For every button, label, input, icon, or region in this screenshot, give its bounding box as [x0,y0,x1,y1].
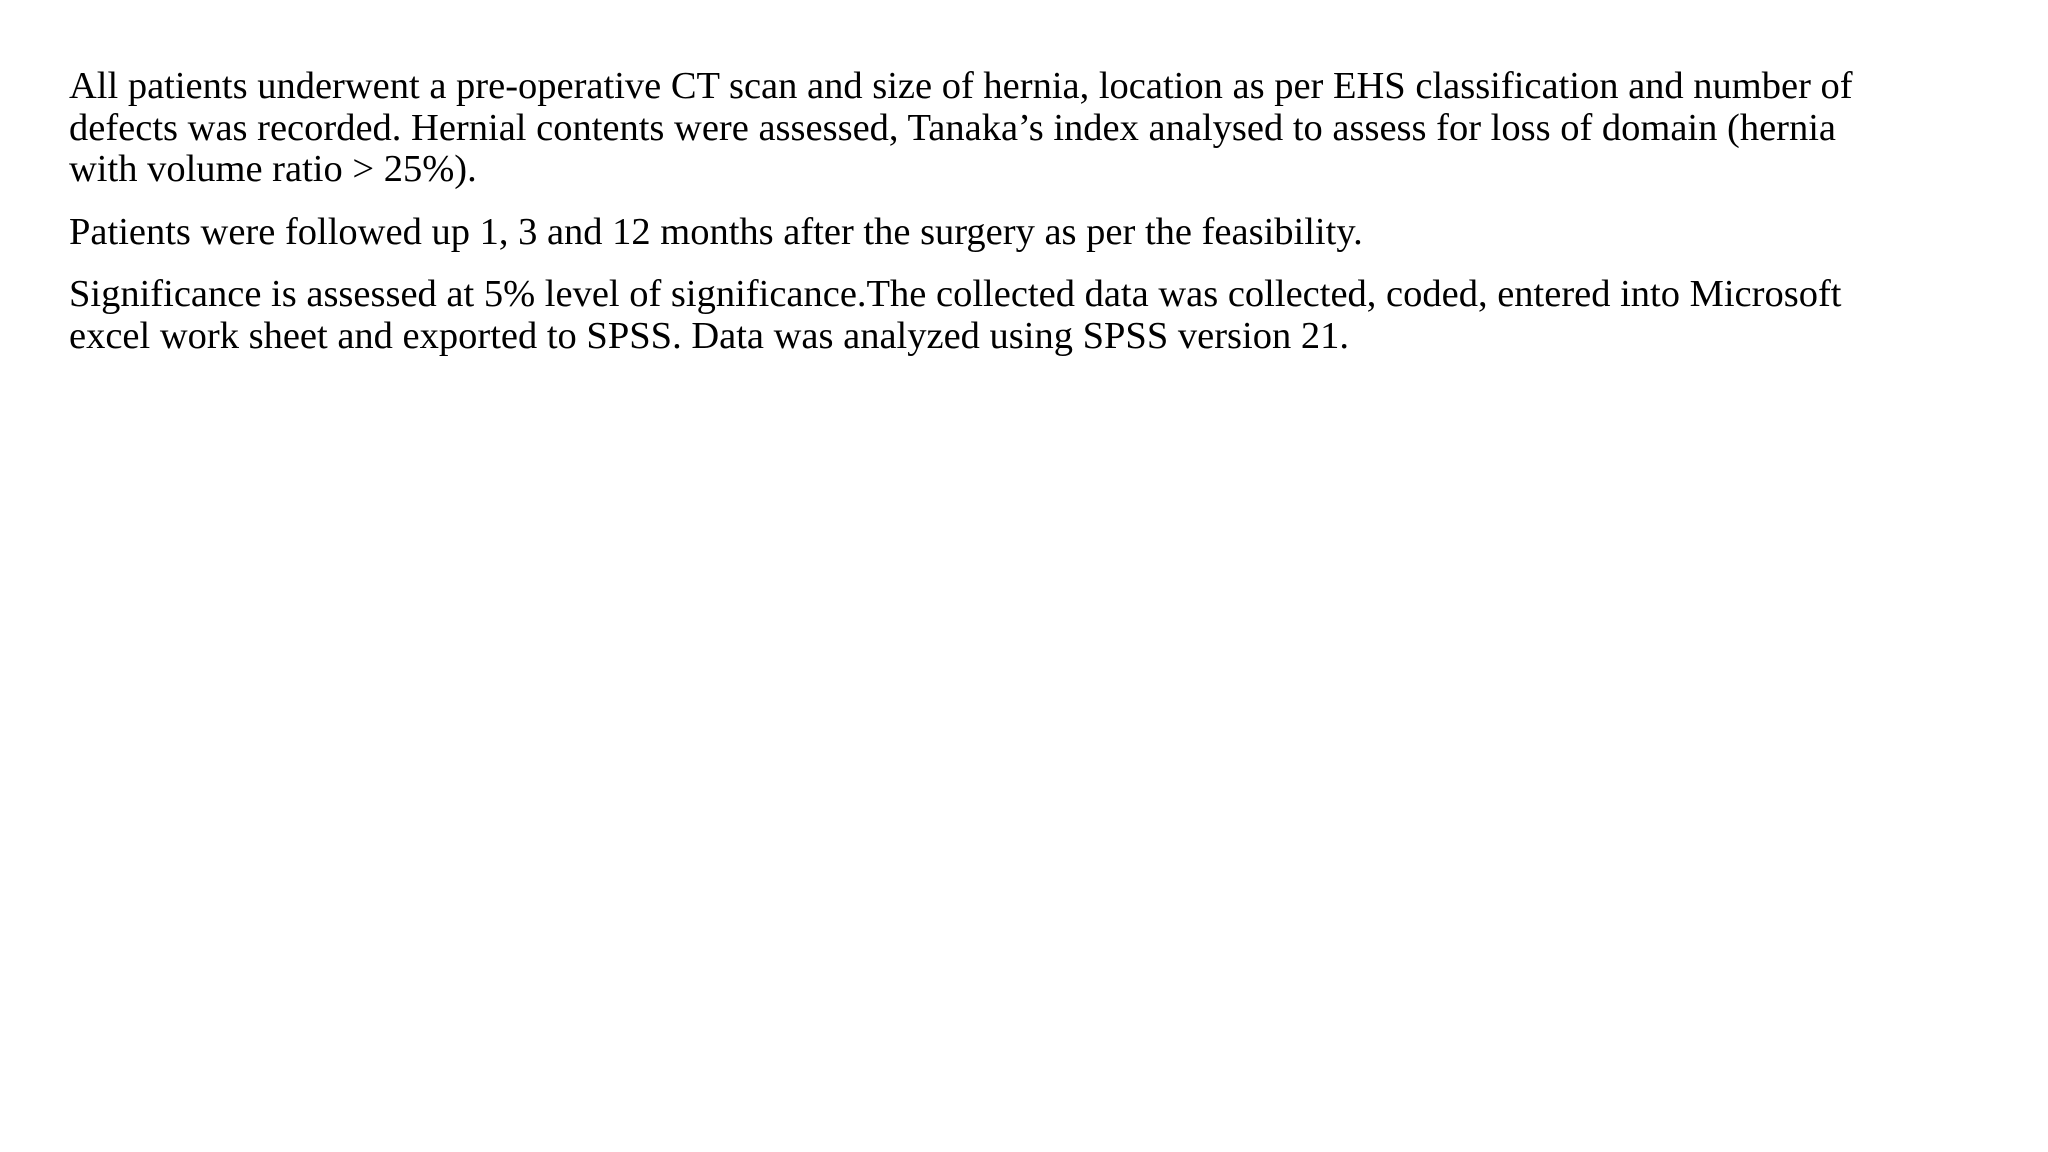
document-body [69,66,1969,378]
text-line: Significance is assessed at 5% level of significance.The collected data was collected, coded, entered into Microsoft [69,273,1842,315]
paragraph-ct-scan-assessment [69,66,1969,191]
text-line: defects was recorded. Hernial contents were assessed, Tanaka’s index analysed to assess for loss of domain (hernia [69,106,1837,149]
text-line: excel work sheet and exported to SPSS. Data was analyzed using SPSS version 21. [69,314,1349,357]
text-line: Patients were followed up 1, 3 and 12 months after the surgery as per the feasibility. [69,210,1363,253]
text-line: All patients underwent a pre-operative CT scan and size of hernia, location as per EHS classification and number of [69,65,1853,107]
paragraph-statistics [69,274,1969,357]
text-line: with volume ratio > 25%). [69,148,477,190]
paragraph-follow-up [69,212,1969,254]
